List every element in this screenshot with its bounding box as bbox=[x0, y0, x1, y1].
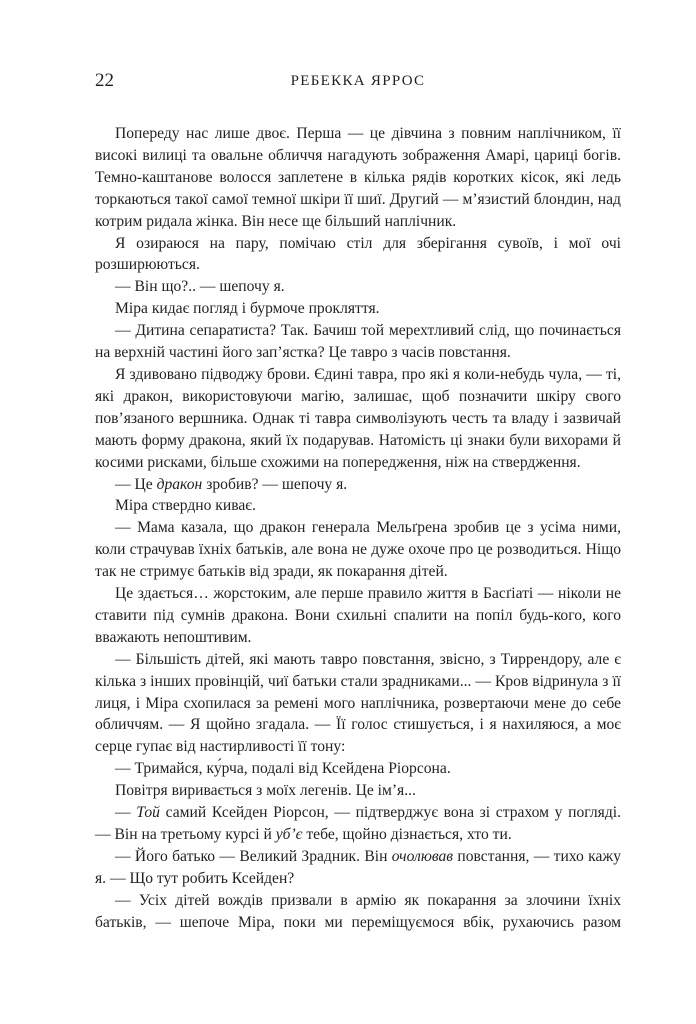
paragraph: — Усіх дітей вождів призвали в армію як покарання за злочини їхніх батьків, — шепоче Міра, поки ми переміщуємося вбік, рухаючись разом bbox=[95, 891, 621, 931]
paragraph: Це здається… жорстоким, але перше правило життя в Басґіаті — ніколи не ставити під сумнів дракона. Вони схильні спалити на попіл будь-кого, кого вважають непоштивим. bbox=[95, 585, 621, 646]
paragraph bbox=[95, 802, 621, 846]
text-run: — Це bbox=[115, 475, 157, 493]
paragraph bbox=[95, 846, 621, 890]
text-run: повстання, — тихо кажу я. — Що тут робить Ксейден? bbox=[95, 847, 621, 887]
running-head: РЕБЕККА ЯРРОС bbox=[290, 73, 426, 89]
paragraph: Я здивовано підводжу брови. Єдині тавра, про які я коли-небудь чула, — ті, які дракон, використовуючи магію, залишає, щоб позначити шкіру свого пов’язаного вершника. Однак ті тавра символізують честь та владу і зазвичай мають форму дракона, який їх подарував. Натомість ці знаки були вихорами й косими рисками, більше схожими на попередження, ніж на ствердження. bbox=[95, 365, 621, 471]
text-run: зробив? — шепочу я. bbox=[202, 475, 348, 493]
paragraph: — Тримайся, ку́рча, подалі від Ксейдена Ріорсона. bbox=[115, 760, 451, 778]
page-header bbox=[95, 66, 621, 96]
italic-text: уб’є bbox=[275, 826, 303, 843]
text-run: самий Ксейден Ріорсон, — підтверджує вона зі страхом у погляді. — Він на третьому курсі й bbox=[95, 804, 621, 843]
paragraph: Міра ствердно киває. bbox=[115, 497, 256, 515]
paragraph: Міра кидає погляд і бурмоче прокляття. bbox=[115, 300, 380, 318]
paragraph: Попереду нас лише двоє. Перша — це дівчина з повним наплічником, її високі вилиці та овальне обличчя нагадують зображення Амарі, цариці богів. Темно-каштанове волосся заплетене в кілька рядів коротких кісок, які ледь торкаються такої самої темної шкіри її шиї. Другий — м’язистий блондин, над котрим ридала жінка. Він несе ще більший наплічник. bbox=[95, 125, 621, 230]
paragraph: — Дитина сепаратиста? Так. Бачиш той мерехтливий слід, що починається на верхній частині його зап’ястка? Це тавро з часів повстання. bbox=[95, 322, 621, 362]
paragraph: Я озираюся на пару, помічаю стіл для зберігання сувоїв, і мої очі розширюються. bbox=[95, 234, 621, 274]
paragraph: — Більшість дітей, які мають тавро повстання, звісно, з Тиррендору, але є кілька з інших провінцій, чиї батьки стали зрадниками... — Кров відринула з її лиця, і Міра схопилася за ремені мого наплічника, розвертаючи мене до себе обличчям. — Я щойно згадала. — Її голос стишується, і я нахиляюся, а моє серце гупає від настирливості її тону: bbox=[95, 650, 621, 756]
paragraph: Повітря виривається з моїх легенів. Це ім’я... bbox=[115, 782, 416, 800]
italic-text: дракон bbox=[156, 475, 203, 493]
text-run: — Його батько — Великий Зрадник. Він bbox=[115, 847, 392, 865]
italic-text: Той bbox=[136, 804, 160, 822]
text-run: тебе, щойно дізнається, хто ти. bbox=[302, 826, 512, 843]
text-body bbox=[95, 123, 621, 934]
paragraph: — Мама казала, що дракон генерала Мельґрена зробив це з усіма ними, коли страчував їхніх батьків, але вона не дуже охоче про це розводиться. Ніщо так не стримує батьків від зради, як покарання дітей. bbox=[95, 519, 621, 581]
paragraph: — Він що?.. — шепочу я. bbox=[115, 278, 285, 296]
italic-text: очолював bbox=[391, 847, 454, 865]
page-number: 22 bbox=[95, 70, 114, 91]
text-run: — bbox=[115, 804, 137, 822]
paragraph bbox=[95, 474, 621, 496]
